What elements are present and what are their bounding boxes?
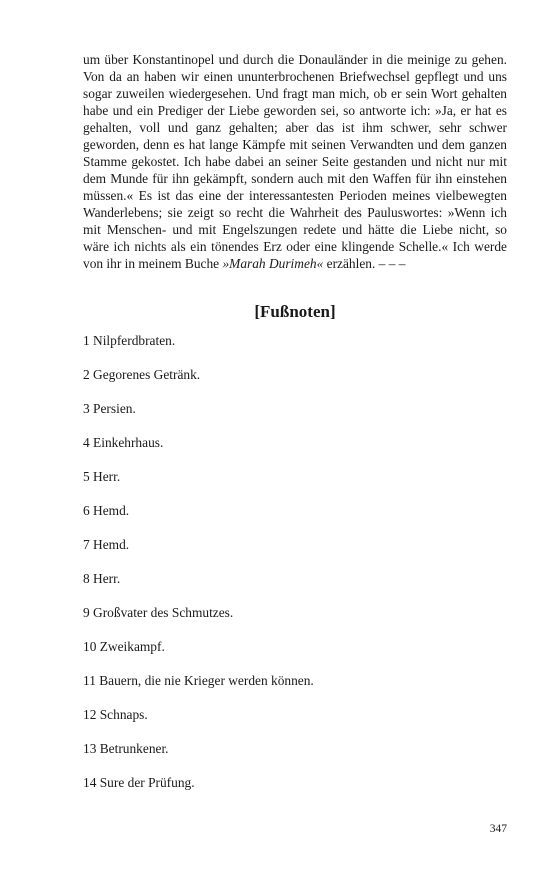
footnote-item: 8 Herr. bbox=[83, 571, 121, 586]
footnote-item: 7 Hemd. bbox=[83, 537, 130, 552]
footnote-item: 6 Hemd. bbox=[83, 503, 130, 518]
footnote-item: 13 Betrunkener. bbox=[83, 741, 169, 756]
footnote-item: 10 Zweikampf. bbox=[83, 639, 165, 654]
footnote-item: 12 Schnaps. bbox=[83, 707, 148, 722]
footnote-item: 11 Bauern, die nie Krieger werden können. bbox=[83, 673, 314, 688]
footnote-item: 2 Gegorenes Getränk. bbox=[83, 367, 201, 382]
book-title: »Marah Durimeh« bbox=[222, 256, 324, 271]
body-paragraph bbox=[83, 51, 507, 272]
footnote-list bbox=[83, 332, 507, 791]
footnote-item: 9 Großvater des Schmutzes. bbox=[83, 605, 234, 620]
paragraph-ending: erzählen. – – – bbox=[323, 256, 406, 271]
paragraph-text: um über Konstantinopel und durch die Donauländer in die meinige zu gehen. Von da an haben wir einen ununterbrochenen Briefwechsel gepflegt und uns sogar zuweilen wiedergesehen. Und fragt man mich, ob er sein Wort gehalten habe und ein Prediger der Liebe geworden sei, so antworte ich: »Ja, er hat es gehalten, voll und ganz gehalten; aber das ist ihm schwer, sehr schwer geworden, denn es hat lange Kämpfe mit seinen Verwandten und dem ganzen Stamme gekostet. Ich habe dabei an seiner Seite gestanden und nicht nur mit dem Munde für ihn gekämpft, sondern auch mit den Waffen für ihn einstehen müssen.« Es ist das eine der interessantesten Perioden meines vielbewegten Wanderlebens; sie zeigt so recht die Wahrheit des Pauluswortes: »Wenn ich mit Menschen- und mit Engelszungen redete und hätte die Liebe nicht, so wäre ich nichts als ein tönendes Erz oder eine klingende Schelle.« Ich werde von ihr in meinem Buche bbox=[83, 52, 507, 271]
footnote-item: 3 Persien. bbox=[83, 401, 136, 416]
page-content bbox=[83, 51, 507, 808]
footnotes-heading: [Fußnoten] bbox=[254, 302, 336, 321]
footnote-item: 14 Sure der Prüfung. bbox=[83, 775, 195, 790]
footnote-item: 1 Nilpferdbraten. bbox=[83, 333, 176, 348]
page-number: 347 bbox=[489, 823, 507, 835]
footnote-item: 5 Herr. bbox=[83, 469, 121, 484]
footnote-item: 4 Einkehrhaus. bbox=[83, 435, 164, 450]
